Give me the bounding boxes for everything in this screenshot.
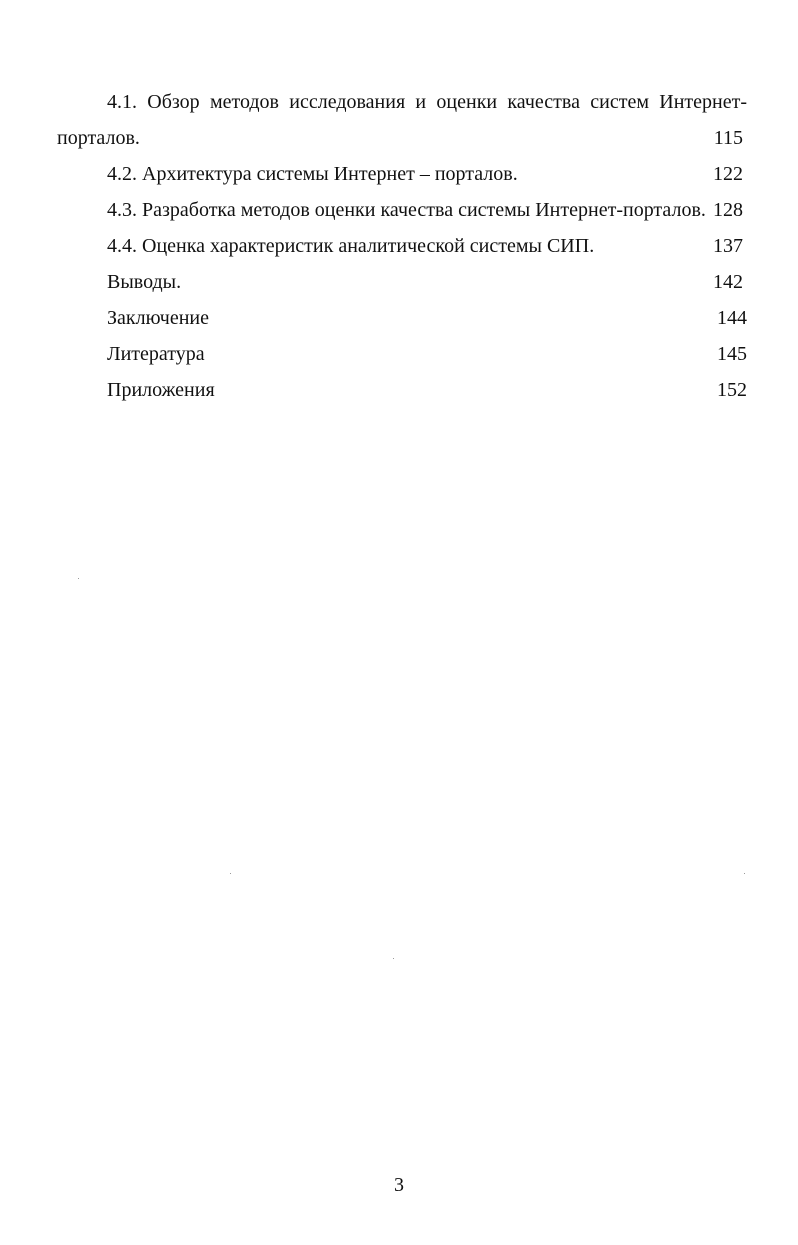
page-number: 3 <box>394 1174 404 1196</box>
toc-entry-title: Приложения <box>107 379 215 401</box>
scan-speck <box>230 873 231 874</box>
toc-entry-page-number: 144 <box>717 307 747 329</box>
toc-entry-summary <box>57 300 747 336</box>
toc-entry-title: 4.4. Оценка характеристик аналитической системы СИП. <box>107 235 595 257</box>
toc-entry-literature <box>57 336 747 372</box>
toc-entry-page-number: 145 <box>717 343 747 365</box>
toc-entry-title: 4.1. Обзор методов исследования и оценки качества систем Интернет- <box>107 91 747 113</box>
toc-entry-title-continuation: порталов. <box>57 127 140 149</box>
toc-entry-page-number: 122 <box>713 163 743 185</box>
toc-entry-page-number: 142 <box>713 271 743 293</box>
scan-speck <box>78 578 79 579</box>
toc-entry-page-number: 137 <box>713 235 743 257</box>
scan-speck <box>393 958 394 959</box>
toc-entry-4-1-line-2 <box>57 120 747 156</box>
toc-entry-title: 4.3. Разработка методов оценки качества системы Интернет-порталов. <box>107 199 706 221</box>
toc-entry-4-3 <box>57 192 747 228</box>
toc-entry-title: 4.2. Архитектура системы Интернет – порталов. <box>107 163 518 185</box>
toc-entry-page-number: 152 <box>717 379 747 401</box>
toc-entry-page-number: 128 <box>713 199 743 221</box>
toc-entry-title: Литература <box>107 343 205 365</box>
toc-entry-page-number: 115 <box>713 127 743 149</box>
toc-entry-title: Выводы. <box>107 271 182 293</box>
table-of-contents <box>57 84 747 408</box>
toc-entry-4-1-line-1 <box>57 84 747 120</box>
toc-entry-appendices <box>57 372 747 408</box>
toc-entry-4-4 <box>57 228 747 264</box>
scan-speck <box>744 873 745 874</box>
toc-entry-4-2 <box>57 156 747 192</box>
toc-entry-title: Заключение <box>107 307 209 329</box>
toc-entry-conclusions <box>57 264 747 300</box>
